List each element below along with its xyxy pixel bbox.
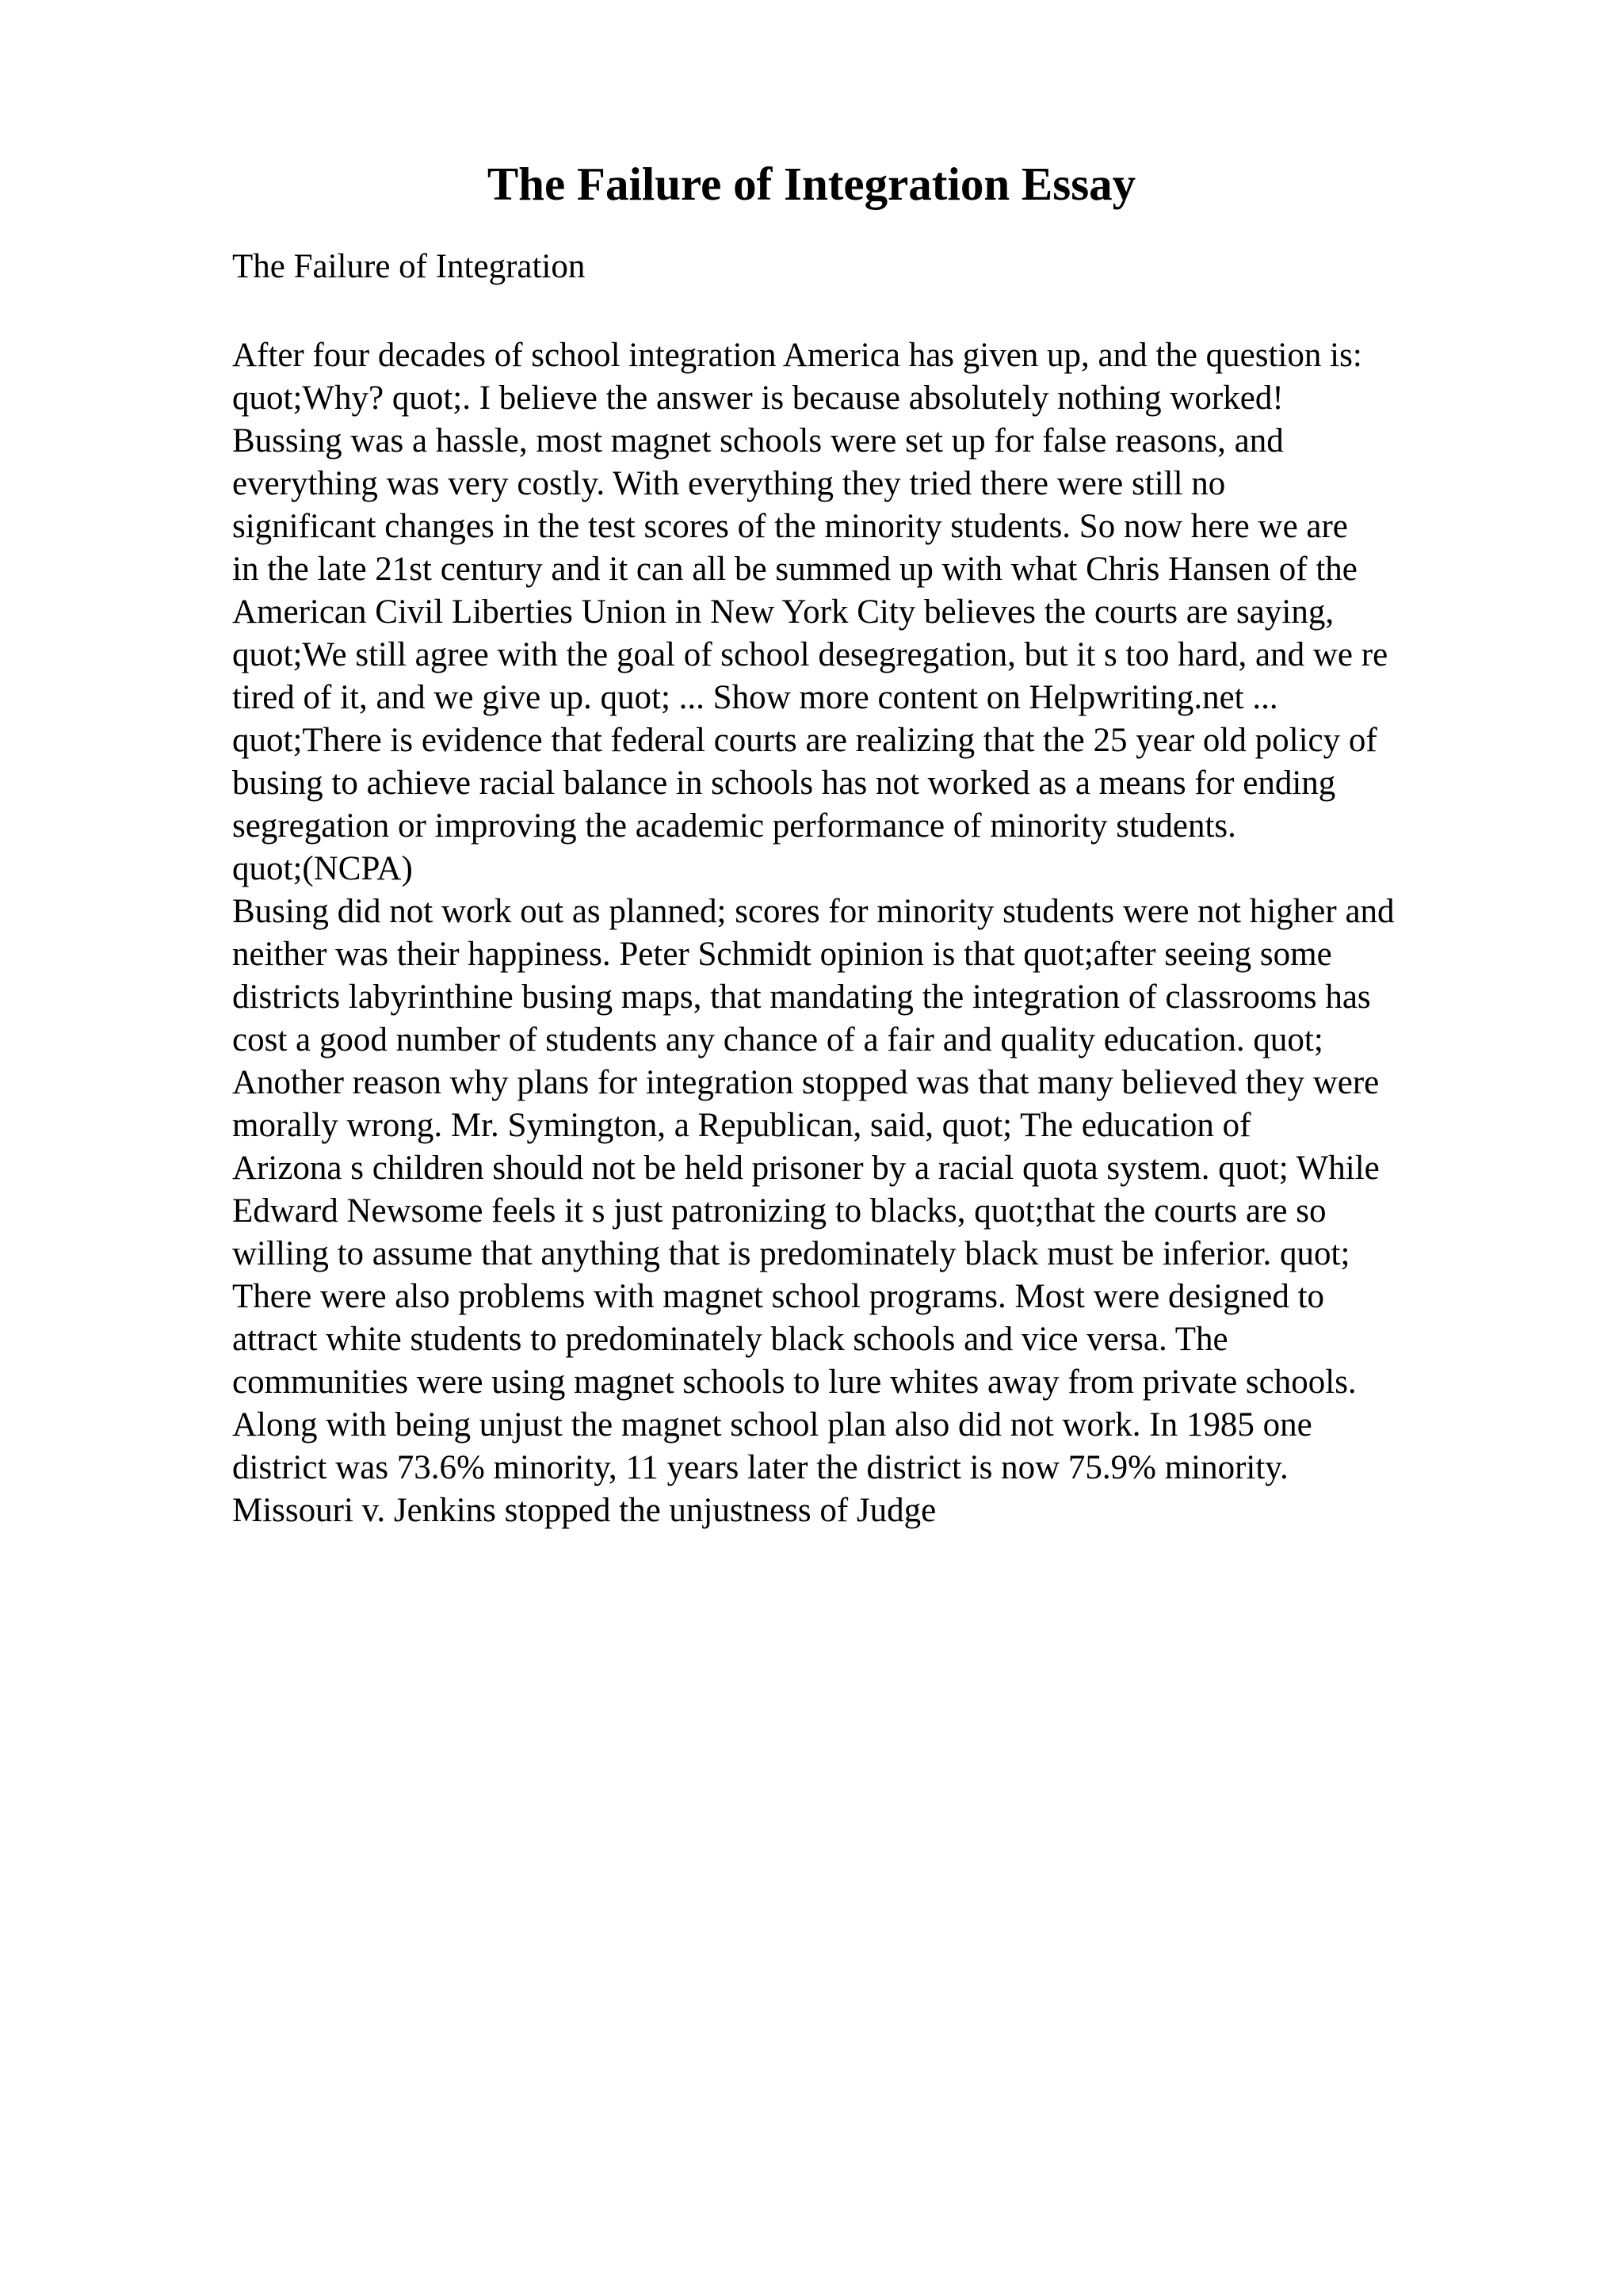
- essay-line: in the late 21st century and it can all be summed up with what Chris Hansen of the: [232, 551, 1358, 588]
- document-subtitle: The Failure of Integration: [232, 248, 586, 285]
- essay-line: Another reason why plans for integration stopped was that many believed they were: [232, 1064, 1380, 1101]
- essay-line: Busing did not work out as planned; scores for minority students were not higher and: [232, 893, 1395, 930]
- essay-line: Edward Newsome feels it s just patronizing to blacks, quot;that the courts are so: [232, 1192, 1327, 1230]
- essay-line: cost a good number of students any chance of a fair and quality education. quot;: [232, 1021, 1323, 1058]
- essay-line: busing to achieve racial balance in schools has not worked as a means for ending: [232, 765, 1336, 802]
- essay-line: morally wrong. Mr. Symington, a Republican, said, quot; The education of: [232, 1107, 1251, 1144]
- essay-line: neither was their happiness. Peter Schmidt opinion is that quot;after seeing some: [232, 936, 1332, 973]
- essay-line: quot;(NCPA): [232, 850, 413, 887]
- essay-line: tired of it, and we give up. quot; ... Show more content on Helpwriting.net ...: [232, 679, 1278, 716]
- essay-line: significant changes in the test scores of the minority students. So now here we are: [232, 508, 1348, 545]
- essay-line: district was 73.6% minority, 11 years later the district is now 75.9% minority.: [232, 1449, 1289, 1486]
- essay-line: willing to assume that anything that is predominately black must be inferior. quot;: [232, 1235, 1350, 1272]
- essay-line: Along with being unjust the magnet school plan also did not work. In 1985 one: [232, 1406, 1312, 1444]
- essay-line: After four decades of school integration America has given up, and the question is:: [232, 337, 1362, 374]
- essay-body: [232, 334, 1395, 1532]
- essay-line: quot;Why? quot;. I believe the answer is because absolutely nothing worked!: [232, 379, 1284, 417]
- essay-line: districts labyrinthine busing maps, that mandating the integration of classrooms has: [232, 978, 1371, 1016]
- essay-line: Missouri v. Jenkins stopped the unjustness of Judge: [232, 1492, 937, 1529]
- essay-line: communities were using magnet schools to lure whites away from private schools.: [232, 1363, 1357, 1401]
- essay-line: Arizona s children should not be held prisoner by a racial quota system. quot; While: [232, 1150, 1380, 1187]
- essay-line: everything was very costly. With everything they tried there were still no: [232, 465, 1226, 502]
- essay-line: quot;We still agree with the goal of school desegregation, but it s too hard, and we re: [232, 636, 1388, 673]
- essay-line: There were also problems with magnet school programs. Most were designed to: [232, 1278, 1325, 1315]
- document-title: The Failure of Integration Essay: [487, 158, 1136, 210]
- essay-line: quot;There is evidence that federal courts are realizing that the 25 year old policy of: [232, 722, 1377, 759]
- essay-line: American Civil Liberties Union in New York City believes the courts are saying,: [232, 593, 1335, 631]
- essay-line: segregation or improving the academic performance of minority students.: [232, 807, 1236, 845]
- essay-line: attract white students to predominately black schools and vice versa. The: [232, 1321, 1228, 1358]
- essay-line: Bussing was a hassle, most magnet schools were set up for false reasons, and: [232, 422, 1284, 460]
